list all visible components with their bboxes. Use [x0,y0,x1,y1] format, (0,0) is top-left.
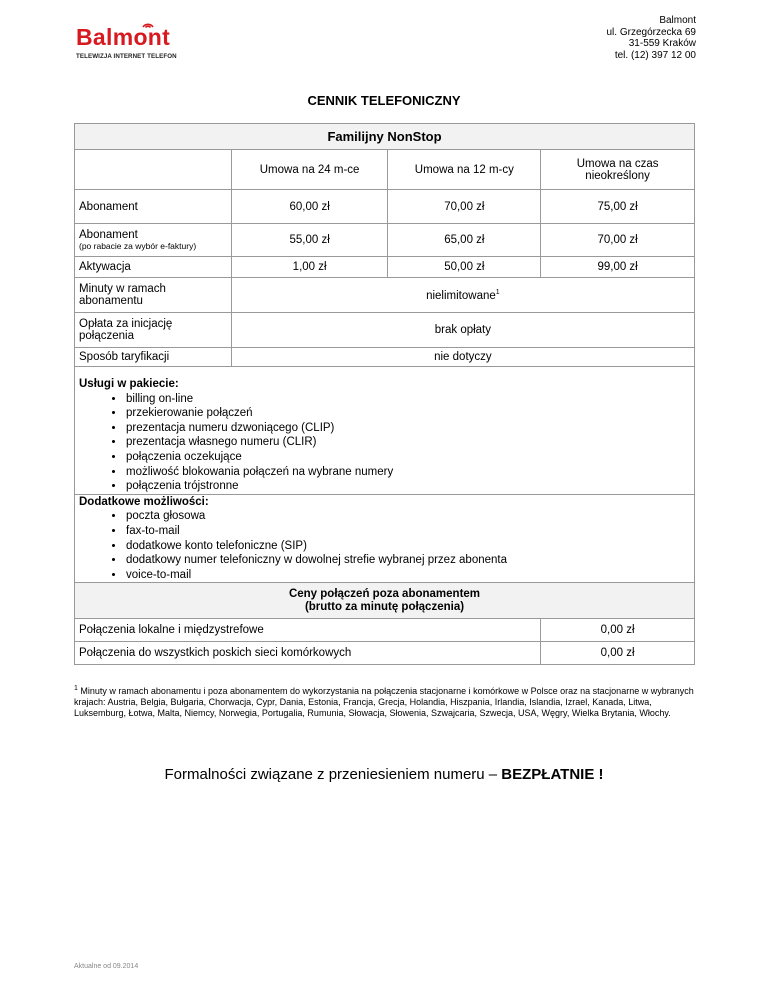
services-row [75,367,695,495]
table-row [75,348,695,367]
price-cell: 75,00 zł [541,190,695,224]
address-line: tel. (12) 397 12 00 [614,49,696,61]
price-cell: 50,00 zł [388,257,541,278]
init-value: brak opłaty [231,313,694,348]
extras-row [75,494,695,583]
footnote-text: Minuty w ramach abonamentu i poza abonamentem do wykorzystania na połączenia stacjonarne i komórkowe w Polsce oraz na stacjonarne w wybranych krajach: Austria, Belgia, Bułgaria, Chorwacja, Cypr, Dania, Estonia, Francja, Grecja, Holandia, Hiszpania, Irlandia, Islandia, Izrael, Kanada, Litwa, Luksemburg, Łotwa, Malta, Niemcy, Norwegia, Portugalia, Rumunia, Słowacja, Słowenia, Szwajcaria, Szwecja, USA, Węgry, Wielka Brytania, Włochy. [74,686,694,718]
services-title: Usługi w pakiecie: [79,378,179,390]
price-cell: 99,00 zł [541,257,695,278]
formalities-emphasis: BEZPŁATNIE ! [501,766,604,783]
list-item: • dodatkowy numer telefoniczny w dowolnej strefie wybranej przez abonenta [125,553,690,568]
list-item: • voice-to-mail [125,568,690,583]
row-label: Minuty w ramach abonamentu [75,278,232,313]
address-line: ul. Grzegórzecka 69 [606,26,696,38]
table-row [75,278,695,313]
list-item: • prezentacja numeru dzwoniącego (CLIP) [125,421,690,436]
list-item: • dodatkowe konto telefoniczne (SIP) [125,539,690,554]
column-header: Umowa na 24 m-ce [231,150,388,190]
list-item: • billing on-line [125,392,690,407]
balmont-logo [76,24,176,64]
price-cell: 0,00 zł [541,642,695,665]
table-row [75,257,695,278]
services-block [75,367,695,495]
footnote-mark: 1 [74,685,78,692]
plan-name: Familijny NonStop [75,124,695,150]
list-item: • przekierowanie połączeń [125,406,690,421]
table-row [75,224,695,257]
price-table [74,123,695,665]
document-title: CENNIK TELEFONICZNY [307,93,461,108]
extras-list [79,509,690,582]
address-line: 31-559 Kraków [628,38,696,49]
empty-header-cell [75,150,232,190]
price-cell: 70,00 zł [541,224,695,257]
price-cell: 70,00 zł [388,190,541,224]
extras-title: Dodatkowe możliwości: [79,495,209,508]
price-cell: 1,00 zł [231,257,388,278]
table-row [75,619,695,642]
extras-block [75,494,695,583]
list-item: • możliwość blokowania połączeń na wybrane numery [125,465,690,480]
minutes-value: nielimitowane [426,289,496,302]
row-label: Abonament [75,190,232,224]
price-cell: 65,00 zł [388,224,541,257]
footnote [74,683,704,719]
services-list [79,392,690,494]
price-cell: 55,00 zł [231,224,388,257]
price-label: Połączenia do wszystkich poskich sieci komórkowych [75,642,541,665]
list-item: • połączenia oczekujące [125,450,690,465]
price-cell: 60,00 zł [231,190,388,224]
list-item: • połączenia trójstronne [125,479,690,494]
row-label-note: (po rabacie za wybór e-faktury) [79,241,197,251]
row-label: Opłata za inicjację połączenia [75,313,232,348]
minutes-cell [231,278,694,313]
logo-tagline: TELEWIZJA INTERNET TELEFON [76,53,177,60]
company-address [607,15,697,61]
list-item: • prezentacja własnego numeru (CLIR) [125,435,690,450]
price-cell: 0,00 zł [541,619,695,642]
row-label: Sposób taryfikacji [75,348,232,367]
table-row [75,190,695,224]
validity-date: Aktualne od 09.2014 [74,963,139,970]
list-item: • fax-to-mail [125,524,690,539]
column-header: Umowa na 12 m-cy [388,150,541,190]
tariff-value: nie dotyczy [231,348,694,367]
formalities-note [0,766,768,783]
logo-wordmark: Balmont [76,24,171,50]
address-line: Balmont [659,15,696,26]
table-row [75,642,695,665]
prices-subtitle: (brutto za minutę połączenia) [304,600,465,613]
row-label-cell [75,224,232,257]
prices-title: Ceny połączeń poza abonamentem [288,587,481,600]
list-item: • poczta głosowa [125,509,690,524]
row-label: Abonament [79,229,138,241]
formalities-text: Formalności związane z przeniesieniem numeru – [164,766,502,783]
price-label: Połączenia lokalne i międzystrefowe [75,619,541,642]
prices-header [75,583,695,619]
column-header: Umowa na czas nieokreślony [541,150,695,190]
row-label: Aktywacja [75,257,232,278]
footnote-ref: 1 [495,288,500,296]
table-row [75,313,695,348]
signal-icon [140,18,156,30]
